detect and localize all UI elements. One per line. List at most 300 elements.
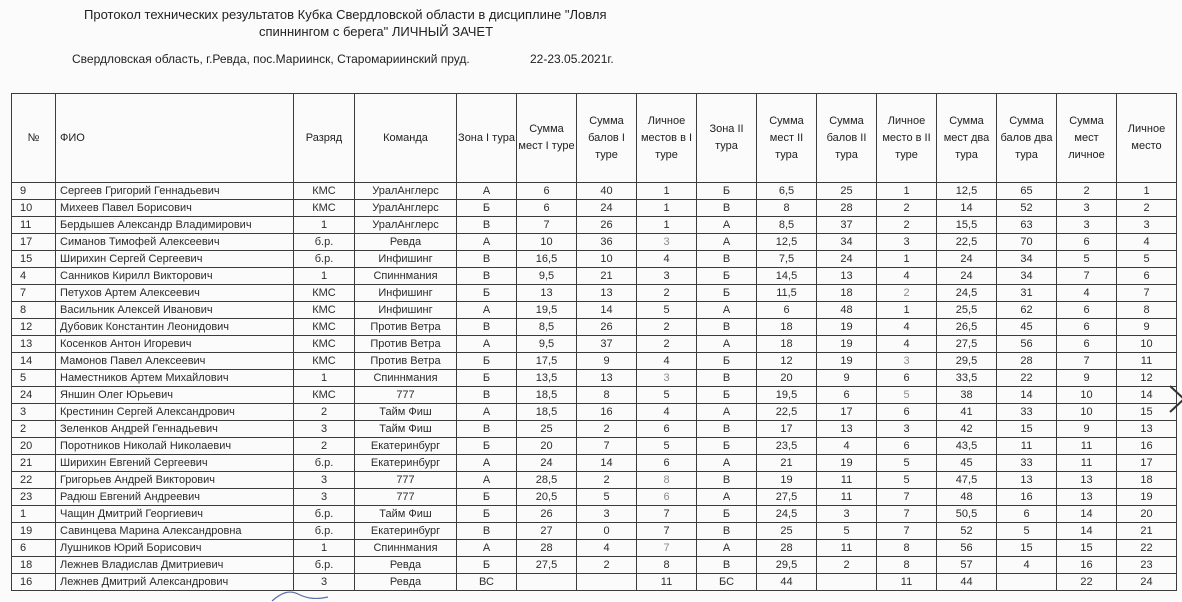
table-cell: КМС xyxy=(294,336,355,353)
table-cell: 3 xyxy=(577,506,637,523)
table-cell: 15 xyxy=(12,251,56,268)
table-cell: 20 xyxy=(757,370,817,387)
table-cell: 27,5 xyxy=(757,489,817,506)
table-row xyxy=(12,523,1177,540)
table-cell: 2 xyxy=(817,557,877,574)
chevron-right-icon xyxy=(1166,384,1182,414)
participant-name-cell: Лушников Юрий Борисович xyxy=(56,540,294,557)
table-cell: А xyxy=(457,336,517,353)
table-cell: 777 xyxy=(355,472,457,489)
participant-name-cell: Поротников Николай Николаевич xyxy=(56,438,294,455)
table-cell: Ревда xyxy=(355,574,457,591)
table-cell: 22 xyxy=(1117,540,1177,557)
table-cell: 3 xyxy=(1057,217,1117,234)
table-cell: 4 xyxy=(637,251,697,268)
table-cell: 19 xyxy=(817,353,877,370)
table-cell: 7 xyxy=(1057,268,1117,285)
table-cell: 29,5 xyxy=(757,557,817,574)
table-cell: 31 xyxy=(997,285,1057,302)
table-cell: 7 xyxy=(877,489,937,506)
table-cell: 21 xyxy=(577,268,637,285)
participant-name-cell: Ширихин Евгений Сергеевич xyxy=(56,455,294,472)
table-cell: УралАнглерс xyxy=(355,217,457,234)
table-cell: 63 xyxy=(997,217,1057,234)
table-cell: 10 xyxy=(12,200,56,217)
table-cell: 3 xyxy=(294,421,355,438)
table-row xyxy=(12,387,1177,404)
table-cell: 28,5 xyxy=(517,472,577,489)
table-row xyxy=(12,251,1177,268)
table-cell: 9,5 xyxy=(517,268,577,285)
table-cell: 48 xyxy=(937,489,997,506)
table-cell: КМС xyxy=(294,285,355,302)
participant-name-cell: Савинцева Марина Александровна xyxy=(56,523,294,540)
table-row xyxy=(12,353,1177,370)
table-cell: 52 xyxy=(937,523,997,540)
table-cell: 28 xyxy=(997,353,1057,370)
table-cell: 17 xyxy=(12,234,56,251)
table-cell: 2 xyxy=(577,557,637,574)
table-row xyxy=(12,183,1177,200)
table-cell: 26 xyxy=(517,506,577,523)
table-cell: ВС xyxy=(457,574,517,591)
table-cell: 19,5 xyxy=(517,302,577,319)
table-cell: 22 xyxy=(12,472,56,489)
table-cell: 4 xyxy=(637,404,697,421)
table-cell: 9 xyxy=(1057,421,1117,438)
table-cell: 13 xyxy=(817,421,877,438)
table-cell: 16 xyxy=(577,404,637,421)
table-cell: 65 xyxy=(997,183,1057,200)
table-cell: 6 xyxy=(877,370,937,387)
table-row xyxy=(12,506,1177,523)
table-cell: 20,5 xyxy=(517,489,577,506)
table-cell: б.р. xyxy=(294,455,355,472)
protocol-title-line1: Протокол технических результатов Кубка Свердловской области в дисциплине "Ловля xyxy=(84,7,607,22)
table-cell: 18 xyxy=(757,319,817,336)
table-cell: 56 xyxy=(997,336,1057,353)
table-cell: 11 xyxy=(1057,438,1117,455)
table-cell: 14 xyxy=(1117,387,1177,404)
table-cell: 4 xyxy=(1117,234,1177,251)
table-cell: 18 xyxy=(757,336,817,353)
table-cell: 24 xyxy=(517,455,577,472)
table-cell: А xyxy=(457,183,517,200)
table-cell: Инфишинг xyxy=(355,302,457,319)
table-cell: КМС xyxy=(294,387,355,404)
table-cell: Б xyxy=(457,506,517,523)
table-cell: Б xyxy=(697,506,757,523)
table-cell: А xyxy=(457,472,517,489)
table-cell: 41 xyxy=(937,404,997,421)
table-cell: В xyxy=(697,472,757,489)
table-cell: Тайм Фиш xyxy=(355,404,457,421)
table-cell: 16 xyxy=(1057,557,1117,574)
table-row xyxy=(12,336,1177,353)
table-cell: 56 xyxy=(937,540,997,557)
table-cell: 7 xyxy=(1117,285,1177,302)
table-cell: 3 xyxy=(817,506,877,523)
table-cell: 21 xyxy=(12,455,56,472)
table-cell: б.р. xyxy=(294,506,355,523)
table-cell: 47,5 xyxy=(937,472,997,489)
table-row xyxy=(12,421,1177,438)
table-row xyxy=(12,557,1177,574)
table-cell: УралАнглерс xyxy=(355,200,457,217)
table-cell: 2 xyxy=(577,472,637,489)
table-cell: 12 xyxy=(1117,370,1177,387)
table-cell: 11 xyxy=(12,217,56,234)
table-cell: 57 xyxy=(937,557,997,574)
table-cell: Спиннмания xyxy=(355,370,457,387)
table-cell: 7 xyxy=(517,217,577,234)
table-cell: Екатеринбург xyxy=(355,523,457,540)
table-row xyxy=(12,268,1177,285)
table-cell: 24,5 xyxy=(937,285,997,302)
table-cell: Б xyxy=(697,438,757,455)
table-row xyxy=(12,370,1177,387)
table-cell: 3 xyxy=(877,421,937,438)
table-cell: 18 xyxy=(12,557,56,574)
participant-name-cell: Крестинин Сергей Александрович xyxy=(56,404,294,421)
protocol-title-line2: спиннингом с берега" ЛИЧНЫЙ ЗАЧЕТ xyxy=(259,24,494,39)
table-cell: 9 xyxy=(1057,370,1117,387)
table-cell: 10 xyxy=(577,251,637,268)
table-cell: 3 xyxy=(294,574,355,591)
table-cell: В xyxy=(457,421,517,438)
table-cell: 2 xyxy=(637,285,697,302)
table-cell: 5 xyxy=(12,370,56,387)
table-cell: 13 xyxy=(577,370,637,387)
table-cell: 22 xyxy=(997,370,1057,387)
table-cell: А xyxy=(697,234,757,251)
table-cell: 9,5 xyxy=(517,336,577,353)
table-cell: 1 xyxy=(294,370,355,387)
table-row xyxy=(12,234,1177,251)
table-cell: 11 xyxy=(637,574,697,591)
table-cell: 1 xyxy=(637,200,697,217)
table-cell: 27,5 xyxy=(937,336,997,353)
table-cell: 2 xyxy=(877,217,937,234)
table-cell: А xyxy=(697,302,757,319)
table-cell: КМС xyxy=(294,183,355,200)
table-cell: 4 xyxy=(877,319,937,336)
table-cell: 5 xyxy=(577,489,637,506)
table-cell: 11 xyxy=(817,540,877,557)
table-cell: 0 xyxy=(577,523,637,540)
table-cell: 6 xyxy=(637,489,697,506)
event-date: 22-23.05.2021г. xyxy=(530,52,614,66)
table-cell: 8 xyxy=(637,557,697,574)
column-header: Зона I тура xyxy=(457,94,517,183)
table-cell: 70 xyxy=(997,234,1057,251)
table-cell: А xyxy=(697,540,757,557)
table-cell: Ревда xyxy=(355,234,457,251)
table-cell: 13 xyxy=(12,336,56,353)
table-cell: 7 xyxy=(637,540,697,557)
table-cell: 37 xyxy=(577,336,637,353)
table-cell: КМС xyxy=(294,353,355,370)
table-cell: 24 xyxy=(1117,574,1177,591)
table-cell: 24 xyxy=(12,387,56,404)
table-cell: 26 xyxy=(577,319,637,336)
table-row xyxy=(12,404,1177,421)
table-cell: 2 xyxy=(294,438,355,455)
table-cell: Екатеринбург xyxy=(355,438,457,455)
participant-name-cell: Ширихин Сергей Сергеевич xyxy=(56,251,294,268)
table-cell: 16 xyxy=(997,489,1057,506)
table-cell: 6 xyxy=(637,455,697,472)
table-cell: 4 xyxy=(997,557,1057,574)
table-cell: А xyxy=(697,336,757,353)
table-cell: 2 xyxy=(1117,200,1177,217)
table-cell: 23,5 xyxy=(757,438,817,455)
table-cell: 22,5 xyxy=(757,404,817,421)
table-cell: 6 xyxy=(877,438,937,455)
table-cell: 3 xyxy=(637,268,697,285)
table-cell: 3 xyxy=(637,234,697,251)
signature-mark xyxy=(270,588,330,602)
column-header: Сумма мест два тура xyxy=(937,94,997,183)
table-cell: 16,5 xyxy=(517,251,577,268)
table-cell: 25,5 xyxy=(937,302,997,319)
table-cell: 4 xyxy=(877,268,937,285)
table-cell: 12,5 xyxy=(757,234,817,251)
table-cell: 8,5 xyxy=(517,319,577,336)
table-cell: 18 xyxy=(817,285,877,302)
table-header-row xyxy=(12,94,1177,183)
table-cell: 33,5 xyxy=(937,370,997,387)
table-cell: 4 xyxy=(1057,285,1117,302)
table-row xyxy=(12,285,1177,302)
table-row xyxy=(12,200,1177,217)
table-cell: 8 xyxy=(877,557,937,574)
table-cell: 6 xyxy=(1117,268,1177,285)
event-location: Свердловская область, г.Ревда, пос.Мариинск, Старомариинский пруд. xyxy=(72,52,470,66)
table-cell: 23 xyxy=(12,489,56,506)
table-row xyxy=(12,489,1177,506)
table-cell: 3 xyxy=(294,472,355,489)
table-cell: 20 xyxy=(517,438,577,455)
participant-name-cell: Косенков Антон Игоревич xyxy=(56,336,294,353)
table-cell: 34 xyxy=(997,251,1057,268)
table-cell: 7 xyxy=(577,438,637,455)
column-header: Личное место в II туре xyxy=(877,94,937,183)
table-cell: 7 xyxy=(877,506,937,523)
table-row xyxy=(12,455,1177,472)
table-cell: 24,5 xyxy=(757,506,817,523)
table-cell: 20 xyxy=(12,438,56,455)
table-cell: 6 xyxy=(1057,302,1117,319)
table-cell: Ревда xyxy=(355,557,457,574)
table-cell xyxy=(577,574,637,591)
column-header: Зона II тура xyxy=(697,94,757,183)
table-cell: Против Ветра xyxy=(355,319,457,336)
table-cell: 6 xyxy=(12,540,56,557)
table-cell: 28 xyxy=(517,540,577,557)
table-cell: 27,5 xyxy=(517,557,577,574)
table-cell: б.р. xyxy=(294,234,355,251)
table-cell: 14 xyxy=(997,387,1057,404)
table-cell: 6 xyxy=(817,387,877,404)
participant-name-cell: Григорьев Андрей Викторович xyxy=(56,472,294,489)
table-cell: В xyxy=(457,268,517,285)
table-cell: 25 xyxy=(757,523,817,540)
table-cell: 19 xyxy=(1117,489,1177,506)
table-cell: 3 xyxy=(12,404,56,421)
table-cell: Тайм Фиш xyxy=(355,506,457,523)
table-cell: 7 xyxy=(1057,353,1117,370)
table-cell: 44 xyxy=(937,574,997,591)
table-cell: 4 xyxy=(577,540,637,557)
table-cell: 6 xyxy=(517,183,577,200)
table-cell: 4 xyxy=(12,268,56,285)
table-cell: 5 xyxy=(877,472,937,489)
participant-name-cell: Чащин Дмитрий Георгиевич xyxy=(56,506,294,523)
table-row xyxy=(12,472,1177,489)
table-cell: 15 xyxy=(997,540,1057,557)
table-cell: 19 xyxy=(12,523,56,540)
table-cell: 6 xyxy=(1057,319,1117,336)
table-cell: 28 xyxy=(757,540,817,557)
table-cell: 36 xyxy=(577,234,637,251)
table-cell: 5 xyxy=(1117,251,1177,268)
table-cell: 3 xyxy=(637,370,697,387)
table-cell: 4 xyxy=(817,438,877,455)
table-cell: КМС xyxy=(294,200,355,217)
table-row xyxy=(12,574,1177,591)
table-cell: Екатеринбург xyxy=(355,455,457,472)
table-cell: 2 xyxy=(577,421,637,438)
table-cell: 6 xyxy=(1057,234,1117,251)
table-cell: 50,5 xyxy=(937,506,997,523)
table-cell: 14,5 xyxy=(757,268,817,285)
table-cell: 9 xyxy=(577,353,637,370)
table-cell: 6 xyxy=(637,421,697,438)
table-cell: 1 xyxy=(294,268,355,285)
table-cell: 11 xyxy=(817,489,877,506)
table-cell: 777 xyxy=(355,387,457,404)
table-row xyxy=(12,438,1177,455)
table-cell: В xyxy=(457,387,517,404)
table-cell: 33 xyxy=(997,455,1057,472)
table-cell: 16 xyxy=(1117,438,1177,455)
participant-name-cell: Лежнев Владислав Дмитриевич xyxy=(56,557,294,574)
participant-name-cell: Зеленков Андрей Геннадьевич xyxy=(56,421,294,438)
table-cell: А xyxy=(697,489,757,506)
column-header: Разряд xyxy=(294,94,355,183)
table-cell: 22,5 xyxy=(937,234,997,251)
table-cell xyxy=(997,574,1057,591)
table-cell: А xyxy=(457,404,517,421)
table-cell: 3 xyxy=(877,353,937,370)
table-cell: 17 xyxy=(1117,455,1177,472)
table-cell: 6 xyxy=(517,200,577,217)
table-cell: А xyxy=(697,217,757,234)
table-cell: 13 xyxy=(577,285,637,302)
table-cell: 12 xyxy=(12,319,56,336)
table-cell: 24 xyxy=(937,268,997,285)
table-cell: 4 xyxy=(877,336,937,353)
table-cell: 18,5 xyxy=(517,404,577,421)
participant-name-cell: Сергеев Григорий Геннадьевич xyxy=(56,183,294,200)
table-cell: 7 xyxy=(637,506,697,523)
table-cell: 15 xyxy=(1117,404,1177,421)
table-cell: Против Ветра xyxy=(355,353,457,370)
protocol-title xyxy=(84,6,607,40)
table-cell: В xyxy=(457,523,517,540)
column-header: Сумма балов I туре xyxy=(577,94,637,183)
table-cell: В xyxy=(697,251,757,268)
table-cell: 17 xyxy=(757,421,817,438)
table-cell: 3 xyxy=(294,489,355,506)
table-cell: 3 xyxy=(1057,200,1117,217)
table-cell: 26 xyxy=(577,217,637,234)
table-cell: 11 xyxy=(997,438,1057,455)
table-cell: 24 xyxy=(937,251,997,268)
table-cell: 9 xyxy=(12,183,56,200)
table-cell: Спиннмания xyxy=(355,268,457,285)
table-cell: 1 xyxy=(294,540,355,557)
table-cell: 2 xyxy=(877,285,937,302)
table-body xyxy=(12,183,1177,591)
table-cell: 14 xyxy=(577,302,637,319)
table-cell: 25 xyxy=(517,421,577,438)
table-cell: 12,5 xyxy=(937,183,997,200)
participant-name-cell: Санников Кирилл Викторович xyxy=(56,268,294,285)
table-cell: 38 xyxy=(937,387,997,404)
table-cell: 21 xyxy=(757,455,817,472)
table-cell: 22 xyxy=(1057,574,1117,591)
table-cell: КМС xyxy=(294,302,355,319)
table-cell: 17,5 xyxy=(517,353,577,370)
table-row xyxy=(12,319,1177,336)
participant-name-cell: Радюш Евгений Андреевич xyxy=(56,489,294,506)
table-cell: 1 xyxy=(877,183,937,200)
table-cell: 34 xyxy=(997,268,1057,285)
table-cell: 13 xyxy=(1057,489,1117,506)
table-cell: 40 xyxy=(577,183,637,200)
table-cell: Б xyxy=(697,387,757,404)
table-cell: 1 xyxy=(12,506,56,523)
table-row xyxy=(12,217,1177,234)
table-cell: 1 xyxy=(877,302,937,319)
table-cell: 10 xyxy=(1057,387,1117,404)
table-cell: 7 xyxy=(12,285,56,302)
table-cell: 8 xyxy=(1117,302,1177,319)
participant-name-cell: Наместников Артем Михайлович xyxy=(56,370,294,387)
table-cell: 10 xyxy=(1057,404,1117,421)
table-cell: 34 xyxy=(817,234,877,251)
table-cell: Б xyxy=(457,353,517,370)
table-cell: 6 xyxy=(757,302,817,319)
table-cell: А xyxy=(697,455,757,472)
column-header: Сумма мест I туре xyxy=(517,94,577,183)
table-cell: 33 xyxy=(997,404,1057,421)
table-cell: 18 xyxy=(1117,472,1177,489)
table-cell: 19,5 xyxy=(757,387,817,404)
table-cell: В xyxy=(697,557,757,574)
table-cell: 11 xyxy=(817,472,877,489)
table-cell: А xyxy=(457,455,517,472)
table-cell: Против Ветра xyxy=(355,336,457,353)
table-cell: 11,5 xyxy=(757,285,817,302)
table-cell: 19 xyxy=(817,455,877,472)
table-cell: 15 xyxy=(997,421,1057,438)
column-header: Сумма мест II тура xyxy=(757,94,817,183)
participant-name-cell: Михеев Павел Борисович xyxy=(56,200,294,217)
table-cell: 14 xyxy=(1057,523,1117,540)
